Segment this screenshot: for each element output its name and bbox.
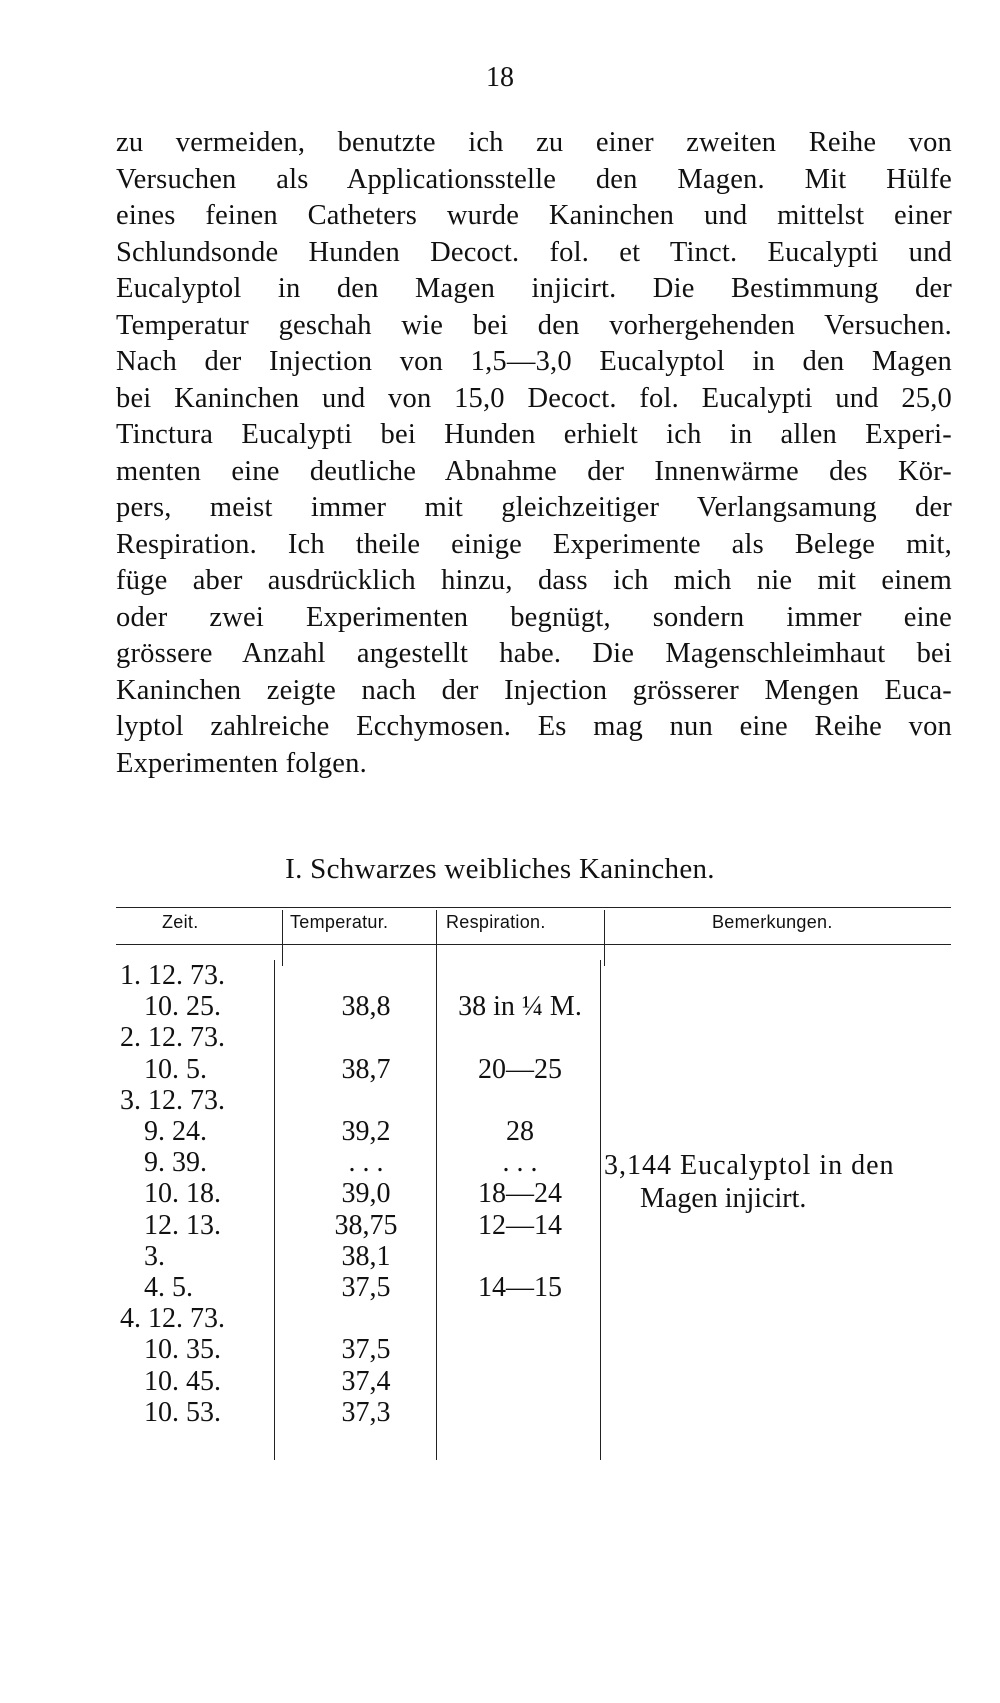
text-line: füge aber ausdrücklich hinzu, dass ich mich nie mit einem [116,565,952,596]
header-zeit: Zeit. [162,912,199,932]
table-cell-temperatur: 37,5 [341,1272,391,1303]
header-respiration: Respiration. [446,912,546,932]
text-line: lyptol zahlreiche Ecchymosen. Es mag nun eine Reihe von [116,711,952,742]
table-cell-zeit: 1. 12. 73. [120,960,225,991]
remark-line: Magen injicirt. [640,1183,807,1214]
text-line: menten eine deutliche Abnahme der Innenwärme des Kör- [116,455,952,487]
table-header-rule [116,944,951,945]
text-line: bei Kaninchen und von 15,0 Decoct. fol. Eucalypti und 25,0 [116,382,952,414]
table-cell-temperatur: 38,75 [334,1209,398,1241]
table-cell-respiration: 20—25 [478,1053,562,1085]
table-top-rule [116,907,951,908]
table-cell-zeit: 4. 12. 73. [120,1303,225,1335]
text-line: Experimenten folgen. [116,747,367,779]
text-line: zu vermeiden, benutzte ich zu einer zweiten Reihe von [116,127,952,158]
text-line: Versuchen als Applicationsstelle den Magen. Mit Hülfe [116,163,952,195]
table-cell-temperatur: 37,3 [341,1396,391,1428]
table-cell-zeit: 10. 35. [144,1334,221,1366]
body-paragraph [116,125,952,782]
table-cell-zeit: 10. 5. [144,1053,207,1085]
remark-line: 3,144 Eucalyptol in den [604,1150,895,1181]
header-bemerkungen: Bemerkungen. [712,912,833,932]
table-cell-zeit: 10. 45. [144,1365,221,1397]
table-cell-temperatur: 39,2 [341,1116,391,1147]
text-line: grössere Anzahl angestellt habe. Die Magenschleimhaut bei [116,638,952,669]
text-line: oder zwei Experimenten begnügt, sondern immer eine [116,601,952,633]
table-cell-respiration: 18—24 [478,1178,562,1210]
table-caption: I. Schwarzes weibliches Kaninchen. [285,853,715,885]
table-column-divider [600,960,601,1460]
text-line: eines feinen Catheters wurde Kaninchen und mittelst einer [116,200,952,231]
text-line: Temperatur geschah wie bei den vorhergehenden Versuchen. [116,309,952,341]
table-cell-temperatur: 38,7 [341,1053,391,1085]
table-cell-temperatur: . . . [348,1147,384,1179]
text-line: Eucalyptol in den Magen injicirt. Die Bestimmung der [116,273,952,304]
table-cell-zeit: 4. 5. [144,1272,193,1303]
table-column-divider [436,910,437,966]
text-line: Nach der Injection von 1,5—3,0 Eucalyptol in den Magen [116,346,952,377]
table-cell-zeit: 10. 18. [144,1178,221,1210]
table-column-divider [436,960,437,1460]
header-temperatur: Temperatur. [290,912,389,932]
table-cell-zeit: 9. 39. [144,1147,207,1179]
text-line: Schlundsonde Hunden Decoct. fol. et Tinct. Eucalypti und [116,236,952,268]
table-column-divider [604,910,605,966]
table-cell-respiration: 14—15 [478,1272,562,1303]
table-cell-zeit: 3. [144,1240,165,1272]
table-cell-temperatur: 39,0 [341,1178,391,1210]
table-cell-respiration: 28 [506,1116,534,1147]
table-column-divider [282,910,283,966]
table-cell-zeit: 3. 12. 73. [120,1084,225,1116]
text-line: pers, meist immer mit gleichzeitiger Verlangsamung der [116,492,952,523]
table-cell-respiration: . . . [502,1147,538,1179]
text-line: Tinctura Eucalypti bei Hunden erhielt ich in allen Experi- [116,419,952,450]
text-line: Respiration. Ich theile einige Experimente als Belege mit, [116,528,952,560]
table-cell-respiration: 12—14 [478,1209,562,1241]
table-cell-temperatur: 37,4 [341,1365,391,1397]
table-cell-zeit: 10. 25. [144,991,221,1023]
table-cell-zeit: 12. 13. [144,1209,221,1241]
table-cell-zeit: 2. 12. 73. [120,1022,225,1054]
table-cell-temperatur: 38,1 [341,1240,391,1272]
table-cell-respiration: 38 in ¼ M. [458,991,582,1023]
page-number: 18 [486,62,514,93]
table-cell-zeit: 9. 24. [144,1116,207,1147]
text-line: Kaninchen zeigte nach der Injection grösserer Mengen Euca- [116,674,952,706]
table-cell-temperatur: 38,8 [341,991,391,1023]
table-cell-zeit: 10. 53. [144,1396,221,1428]
table-cell-temperatur: 37,5 [341,1334,391,1366]
